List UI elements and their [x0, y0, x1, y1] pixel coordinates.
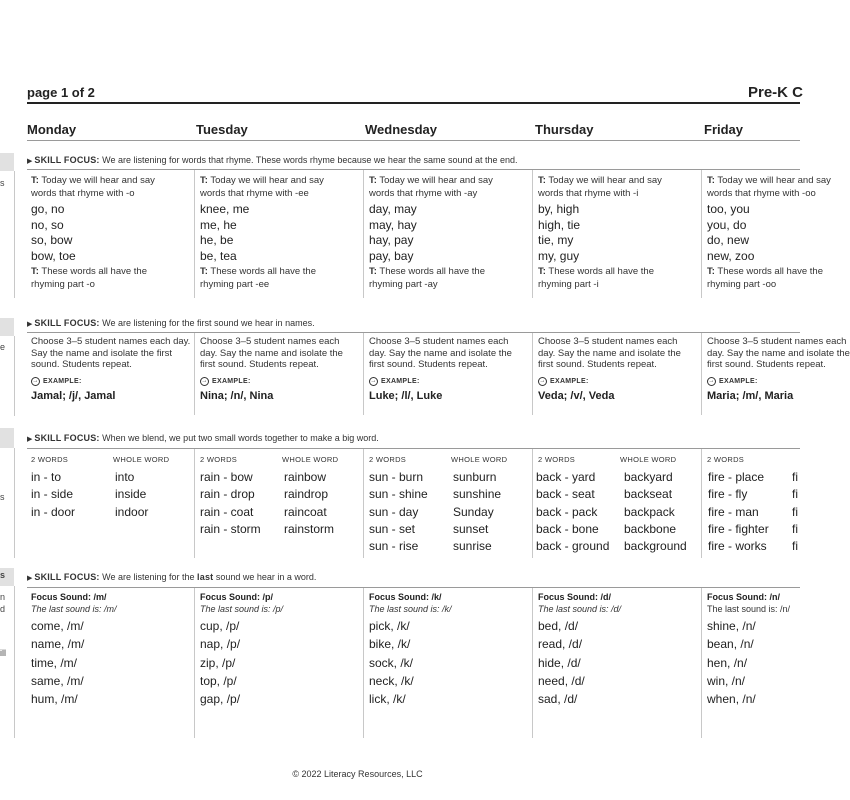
- blend-whole-tuesday: rainbow raindrop raincoat rainstorm: [284, 470, 335, 536]
- blend-whole-wednesday: sunburn sunshine Sunday sunset sunrise: [453, 470, 502, 554]
- example-value: Veda; /v/, Veda: [538, 389, 615, 402]
- column-divider: [701, 588, 702, 738]
- rhyme-wednesday: T: Today we will hear and say words that rhyme with -ay day, may may, hay hay, pay pay, bay T: These words all have the rhyming part -ay: [369, 175, 493, 290]
- last-sound-wednesday: Focus Sound: /k/ The last sound is: /k/ pick, /k/ bike, /k/ sock, /k/ neck, /k/ lick, /k/: [369, 592, 452, 707]
- play-arrow-icon: ▶: [27, 575, 33, 582]
- blend-whole-friday: fi fi fi fi fi: [792, 470, 798, 554]
- column-header-whole-word: WHOLE WORD: [113, 455, 170, 464]
- rhyme-monday: T: Today we will hear and say words that rhyme with -o go, no no, so so, bow bow, toe T: These words all have the rhyming part -o: [31, 175, 155, 290]
- copyright-footer: © 2022 Literacy Resources, LLC: [292, 769, 423, 779]
- side-tab-3: [0, 428, 14, 448]
- blend-whole-thursday: backyard backseat backpack backbone background: [624, 470, 687, 554]
- document-title: Pre-K C: [748, 84, 804, 101]
- example-value: Luke; /l/, Luke: [369, 389, 443, 402]
- arrow-circle-icon: →: [708, 377, 715, 384]
- names-monday: Choose 3–5 student names each day. Say the name and isolate the first sound. Students repeat. → EXAMPLE: Jamal; /j/, Jamal: [31, 336, 191, 402]
- section-rule: [27, 448, 800, 449]
- arrow-circle-icon: →: [370, 377, 377, 384]
- blend-parts-thursday: back - yard back - seat back - pack back - bone back - ground: [536, 470, 610, 554]
- play-arrow-icon: ▶: [27, 158, 33, 165]
- rhyme-friday: T: Today we will hear and say words that rhyme with -oo too, you you, do do, new new, zoo T: These words all have the rhyming part -oo: [707, 175, 831, 290]
- skill-focus-rhyme: ▶ SKILL FOCUS: We are listening for words that rhyme. These words rhyme because we hear the same sound at the end.: [27, 155, 518, 165]
- side-fragment: d: [0, 604, 6, 614]
- arrow-circle-icon: →: [539, 377, 546, 384]
- page-number: page 1 of 2: [27, 85, 95, 100]
- names-tuesday: Choose 3–5 student names each day. Say the name and isolate the first sound. Students repeat. → EXAMPLE: Nina; /n/, Nina: [200, 336, 360, 402]
- column-divider: [194, 449, 195, 558]
- play-arrow-icon: ▶: [27, 436, 33, 443]
- column-header-2-words: 2 WORDS: [31, 455, 69, 464]
- column-header-whole-word: WHOLE WORD: [620, 455, 677, 464]
- section-rule: [27, 587, 800, 588]
- rhyme-thursday: T: Today we will hear and say words that rhyme with -i by, high high, tie tie, my my, guy T: These words all have the rhyming part -i: [538, 175, 662, 290]
- arrow-circle-icon: →: [32, 377, 39, 384]
- column-divider: [701, 333, 702, 415]
- column-divider: [363, 588, 364, 738]
- column-divider: [363, 170, 364, 298]
- side-fragment: s: [0, 178, 5, 188]
- side-fragment: s: [0, 570, 6, 580]
- side-divider: [14, 336, 15, 416]
- column-divider: [363, 333, 364, 415]
- play-arrow-icon: ▶: [27, 321, 33, 328]
- column-header-2-words: 2 WORDS: [538, 455, 576, 464]
- column-header-whole-word: WHOLE WORD: [451, 455, 508, 464]
- column-divider: [194, 170, 195, 298]
- example-value: Maria; /m/, Maria: [707, 389, 794, 402]
- day-tuesday: Tuesday: [196, 122, 248, 137]
- column-divider: [363, 449, 364, 558]
- column-divider: [701, 170, 702, 298]
- example-value: Jamal; /j/, Jamal: [31, 389, 116, 402]
- side-fragment: s: [0, 492, 5, 502]
- side-fragment: e: [0, 342, 6, 352]
- last-sound-monday: Focus Sound: /m/ The last sound is: /m/ come, /m/ name, /m/ time, /m/ same, /m/ hum, /m/: [31, 592, 117, 707]
- last-sound-friday: Focus Sound: /n/ The last sound is: /n/ shine, /n/ bean, /n/ hen, /n/ win, /n/ when, /n/: [707, 592, 791, 707]
- side-tab-2: [0, 318, 14, 336]
- side-fragment: ill: [0, 648, 6, 658]
- header-rule: [27, 102, 800, 104]
- last-sound-thursday: Focus Sound: /d/ The last sound is: /d/ bed, /d/ read, /d/ hide, /d/ need, /d/ sad, /d/: [538, 592, 622, 707]
- column-header-2-words: 2 WORDS: [369, 455, 407, 464]
- names-thursday: Choose 3–5 student names each day. Say the name and isolate the first sound. Students repeat. → EXAMPLE: Veda; /v/, Veda: [538, 336, 698, 402]
- skill-focus-last-sound: ▶ SKILL FOCUS: We are listening for the last sound we hear in a word.: [27, 572, 317, 582]
- days-rule: [27, 140, 800, 141]
- column-header-2-words: 2 WORDS: [707, 455, 745, 464]
- column-divider: [194, 588, 195, 738]
- column-divider: [532, 170, 533, 298]
- side-tab-1: [0, 153, 14, 171]
- day-wednesday: Wednesday: [365, 122, 438, 137]
- names-friday: Choose 3–5 student names each day. Say the name and isolate the first sound. Students repeat. → EXAMPLE: Maria; /m/, Maria: [707, 336, 850, 402]
- column-header-2-words: 2 WORDS: [200, 455, 238, 464]
- last-sound-tuesday: Focus Sound: /p/ The last sound is: /p/ cup, /p/ nap, /p/ zip, /p/ top, /p/ gap, /p/: [200, 592, 284, 707]
- side-divider: [14, 171, 15, 298]
- blend-parts-friday: fire - place fire - fly fire - man fire - fighter fire - works: [708, 470, 769, 554]
- arrow-circle-icon: →: [201, 377, 208, 384]
- rhyme-tuesday: T: Today we will hear and say words that rhyme with -ee knee, me me, he he, be be, tea T: These words all have the rhyming part -ee: [200, 175, 324, 290]
- section-rule: [27, 169, 800, 170]
- skill-focus-blend: ▶ SKILL FOCUS: When we blend, we put two small words together to make a big word.: [27, 433, 379, 443]
- day-monday: Monday: [27, 122, 77, 137]
- column-divider: [532, 333, 533, 415]
- blend-parts-monday: in - to in - side in - door: [31, 470, 76, 519]
- skill-focus-names: ▶ SKILL FOCUS: We are listening for the first sound we hear in names.: [27, 318, 315, 328]
- column-divider: [532, 449, 533, 558]
- column-divider: [194, 333, 195, 415]
- blend-parts-tuesday: rain - bow rain - drop rain - coat rain - storm: [200, 470, 261, 536]
- side-fragment: n: [0, 592, 6, 602]
- names-wednesday: Choose 3–5 student names each day. Say the name and isolate the first sound. Students repeat. → EXAMPLE: Luke; /l/, Luke: [369, 336, 529, 402]
- column-header-whole-word: WHOLE WORD: [282, 455, 339, 464]
- side-divider: [14, 586, 15, 738]
- column-divider: [701, 449, 702, 558]
- blend-parts-wednesday: sun - burn sun - shine sun - day sun - set sun - rise: [369, 470, 428, 554]
- blend-whole-monday: into inside indoor: [115, 470, 149, 519]
- section-rule: [27, 332, 800, 333]
- day-thursday: Thursday: [535, 122, 594, 137]
- column-divider: [532, 588, 533, 738]
- example-value: Nina; /n/, Nina: [200, 389, 274, 402]
- day-friday: Friday: [704, 122, 744, 137]
- side-divider: [14, 448, 15, 558]
